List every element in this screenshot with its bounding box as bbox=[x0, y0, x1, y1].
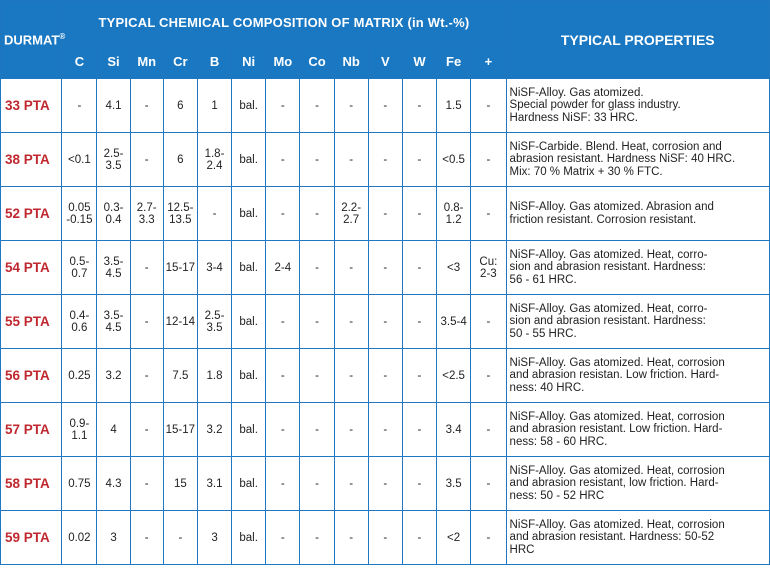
table-row bbox=[1, 349, 770, 403]
properties-cell: NiSF-Alloy. Gas atomized. Heat, corrosion and abrasion resistan. Low friction. Hard- ness: 40 HRC. bbox=[506, 349, 769, 403]
composition-cell: - bbox=[471, 511, 506, 565]
composition-cell: <0.1 bbox=[62, 133, 97, 187]
composition-cell: - bbox=[368, 349, 402, 403]
composition-cell: 0.05 -0.15 bbox=[62, 187, 97, 241]
composition-cell: - bbox=[368, 295, 402, 349]
composition-cell: 4 bbox=[97, 403, 130, 457]
composition-cell: 0.4- 0.6 bbox=[62, 295, 97, 349]
composition-cell: - bbox=[334, 133, 368, 187]
composition-cell: <3 bbox=[437, 241, 471, 295]
composition-cell: - bbox=[300, 403, 334, 457]
element-header: + bbox=[471, 44, 506, 79]
composition-cell: - bbox=[300, 295, 334, 349]
composition-cell: - bbox=[300, 187, 334, 241]
composition-cell: 2.5- 3.5 bbox=[97, 133, 130, 187]
table-row bbox=[1, 511, 770, 565]
element-header: V bbox=[368, 44, 402, 79]
composition-cell: - bbox=[300, 349, 334, 403]
composition-cell: - bbox=[62, 79, 97, 133]
composition-cell: - bbox=[334, 403, 368, 457]
table-row bbox=[1, 79, 770, 133]
composition-cell: - bbox=[266, 133, 300, 187]
element-header: Si bbox=[97, 44, 130, 79]
element-header: Fe bbox=[437, 44, 471, 79]
element-header: Mn bbox=[130, 44, 163, 79]
composition-cell: bal. bbox=[232, 511, 266, 565]
composition-cell: - bbox=[334, 349, 368, 403]
composition-cell: - bbox=[471, 457, 506, 511]
composition-cell: 3.2 bbox=[197, 403, 231, 457]
composition-cell: 4.1 bbox=[97, 79, 130, 133]
composition-cell: bal. bbox=[232, 295, 266, 349]
composition-cell: bal. bbox=[232, 241, 266, 295]
composition-cell: 1.8 bbox=[197, 349, 231, 403]
composition-cell: - bbox=[368, 133, 402, 187]
composition-cell: - bbox=[471, 349, 506, 403]
grade-cell: 58 PTA bbox=[1, 457, 62, 511]
composition-cell: - bbox=[334, 241, 368, 295]
composition-cell: 7.5 bbox=[163, 349, 197, 403]
composition-cell: - bbox=[266, 511, 300, 565]
composition-cell: - bbox=[266, 187, 300, 241]
composition-cell: - bbox=[130, 349, 163, 403]
composition-cell: 12.5- 13.5 bbox=[163, 187, 197, 241]
composition-cell: 3.5 bbox=[437, 457, 471, 511]
properties-cell: NiSF-Alloy. Gas atomized. Heat, corro- sion and abrasion resistant. Hardness: 50 - 55 HRC. bbox=[506, 295, 769, 349]
element-header: Ni bbox=[232, 44, 266, 79]
registered-mark: ® bbox=[59, 31, 66, 41]
composition-cell: 15-17 bbox=[163, 403, 197, 457]
composition-cell: - bbox=[334, 79, 368, 133]
composition-cell: 0.3- 0.4 bbox=[97, 187, 130, 241]
composition-cell: 0.9- 1.1 bbox=[62, 403, 97, 457]
composition-cell: - bbox=[368, 457, 402, 511]
composition-cell: - bbox=[266, 79, 300, 133]
composition-cell: 6 bbox=[163, 79, 197, 133]
composition-cell: - bbox=[130, 403, 163, 457]
composition-cell: - bbox=[334, 295, 368, 349]
composition-cell: - bbox=[402, 187, 436, 241]
grade-cell: 38 PTA bbox=[1, 133, 62, 187]
composition-cell: - bbox=[130, 133, 163, 187]
composition-cell: - bbox=[368, 511, 402, 565]
composition-cell: 0.02 bbox=[62, 511, 97, 565]
properties-cell: NiSF-Carbide. Blend. Heat, corrosion and abrasion resistant. Hardness NiSF: 40 HRC. Mix: 70 % Matrix + 30 % FTC. bbox=[506, 133, 769, 187]
composition-cell: 15-17 bbox=[163, 241, 197, 295]
composition-cell: - bbox=[130, 241, 163, 295]
composition-cell: 3 bbox=[97, 511, 130, 565]
table-row bbox=[1, 241, 770, 295]
composition-cell: - bbox=[130, 511, 163, 565]
element-header: B bbox=[197, 44, 231, 79]
composition-cell: - bbox=[471, 403, 506, 457]
composition-cell: bal. bbox=[232, 79, 266, 133]
element-header: Mo bbox=[266, 44, 300, 79]
properties-cell: NiSF-Alloy. Gas atomized. Abrasion and friction resistant. Corrosion resistant. bbox=[506, 187, 769, 241]
composition-cell: 0.25 bbox=[62, 349, 97, 403]
composition-cell: 3.4 bbox=[437, 403, 471, 457]
composition-cell: 2.2- 2.7 bbox=[334, 187, 368, 241]
composition-cell: 3.5- 4.5 bbox=[97, 295, 130, 349]
composition-cell: 0.5- 0.7 bbox=[62, 241, 97, 295]
table-row bbox=[1, 295, 770, 349]
composition-cell: 6 bbox=[163, 133, 197, 187]
composition-cell: 0.75 bbox=[62, 457, 97, 511]
composition-cell: - bbox=[402, 241, 436, 295]
table-row bbox=[1, 457, 770, 511]
composition-cell: - bbox=[471, 133, 506, 187]
composition-cell: - bbox=[471, 187, 506, 241]
composition-cell: - bbox=[402, 511, 436, 565]
composition-cell: <2 bbox=[437, 511, 471, 565]
composition-cell: bal. bbox=[232, 349, 266, 403]
composition-cell: - bbox=[130, 457, 163, 511]
composition-cell: 1 bbox=[197, 79, 231, 133]
composition-cell: bal. bbox=[232, 457, 266, 511]
composition-cell: - bbox=[368, 403, 402, 457]
composition-cell: - bbox=[266, 349, 300, 403]
composition-cell: bal. bbox=[232, 187, 266, 241]
grade-cell: 57 PTA bbox=[1, 403, 62, 457]
composition-cell: <2.5 bbox=[437, 349, 471, 403]
composition-cell: 3-4 bbox=[197, 241, 231, 295]
grade-header: DURMAT® bbox=[1, 1, 62, 79]
element-header: C bbox=[62, 44, 97, 79]
composition-cell: - bbox=[471, 295, 506, 349]
composition-cell: 3.5- 4.5 bbox=[97, 241, 130, 295]
composition-cell: - bbox=[300, 79, 334, 133]
composition-cell: - bbox=[300, 133, 334, 187]
composition-cell: 1.5 bbox=[437, 79, 471, 133]
properties-cell: NiSF-Alloy. Gas atomized. Heat, corrosion and abrasion resistant. Low friction. Hard- ness: 58 - 60 HRC. bbox=[506, 403, 769, 457]
composition-cell: 3.5-4 bbox=[437, 295, 471, 349]
element-header: Cr bbox=[163, 44, 197, 79]
composition-header: TYPICAL CHEMICAL COMPOSITION OF MATRIX (in Wt.-%) bbox=[62, 1, 506, 44]
composition-cell: - bbox=[471, 79, 506, 133]
properties-cell: NiSF-Alloy. Gas atomized. Heat, corrosion and abrasion resistant, low friction. Hard- ness: 50 - 52 HRC bbox=[506, 457, 769, 511]
composition-cell: 3.1 bbox=[197, 457, 231, 511]
composition-cell: - bbox=[402, 349, 436, 403]
composition-cell: 15 bbox=[163, 457, 197, 511]
composition-cell: - bbox=[402, 295, 436, 349]
composition-cell: - bbox=[130, 295, 163, 349]
composition-cell: <0.5 bbox=[437, 133, 471, 187]
properties-cell: NiSF-Alloy. Gas atomized. Heat, corro- sion and abrasion resistant. Hardness: 56 - 61 HRC. bbox=[506, 241, 769, 295]
composition-cell: - bbox=[402, 403, 436, 457]
composition-cell: Cu: 2-3 bbox=[471, 241, 506, 295]
composition-cell: 4.3 bbox=[97, 457, 130, 511]
composition-cell: - bbox=[300, 511, 334, 565]
table-row bbox=[1, 133, 770, 187]
composition-cell: bal. bbox=[232, 403, 266, 457]
composition-cell: 2-4 bbox=[266, 241, 300, 295]
composition-cell: - bbox=[130, 79, 163, 133]
composition-cell: 3 bbox=[197, 511, 231, 565]
composition-cell: - bbox=[163, 511, 197, 565]
composition-cell: - bbox=[334, 511, 368, 565]
composition-cell: 1.8- 2.4 bbox=[197, 133, 231, 187]
table-body bbox=[1, 79, 770, 565]
grade-cell: 52 PTA bbox=[1, 187, 62, 241]
composition-cell: 2.7- 3.3 bbox=[130, 187, 163, 241]
composition-cell: - bbox=[197, 187, 231, 241]
grade-cell: 33 PTA bbox=[1, 79, 62, 133]
grade-cell: 54 PTA bbox=[1, 241, 62, 295]
composition-cell: 3.2 bbox=[97, 349, 130, 403]
element-header: W bbox=[402, 44, 436, 79]
grade-cell: 59 PTA bbox=[1, 511, 62, 565]
composition-cell: 0.8- 1.2 bbox=[437, 187, 471, 241]
composition-cell: - bbox=[368, 79, 402, 133]
composition-cell: 12-14 bbox=[163, 295, 197, 349]
table-row bbox=[1, 187, 770, 241]
properties-cell: NiSF-Alloy. Gas atomized. Special powder for glass industry. Hardness NiSF: 33 HRC. bbox=[506, 79, 769, 133]
properties-header: TYPICAL PROPERTIES bbox=[506, 1, 769, 79]
grade-cell: 56 PTA bbox=[1, 349, 62, 403]
element-header: Co bbox=[300, 44, 334, 79]
composition-cell: - bbox=[266, 457, 300, 511]
composition-cell: bal. bbox=[232, 133, 266, 187]
element-header: Nb bbox=[334, 44, 368, 79]
composition-cell: - bbox=[368, 241, 402, 295]
properties-cell: NiSF-Alloy. Gas atomized. Heat, corrosion and abrasion resistant. Hardness: 50-52 HRC bbox=[506, 511, 769, 565]
grade-cell: 55 PTA bbox=[1, 295, 62, 349]
composition-cell: 2.5- 3.5 bbox=[197, 295, 231, 349]
composition-cell: - bbox=[266, 403, 300, 457]
composition-cell: - bbox=[300, 457, 334, 511]
composition-cell: - bbox=[368, 187, 402, 241]
table-row bbox=[1, 403, 770, 457]
composition-cell: - bbox=[402, 79, 436, 133]
composition-cell: - bbox=[402, 133, 436, 187]
composition-cell: - bbox=[334, 457, 368, 511]
composition-cell: - bbox=[402, 457, 436, 511]
composition-cell: - bbox=[266, 295, 300, 349]
composition-cell: - bbox=[300, 241, 334, 295]
